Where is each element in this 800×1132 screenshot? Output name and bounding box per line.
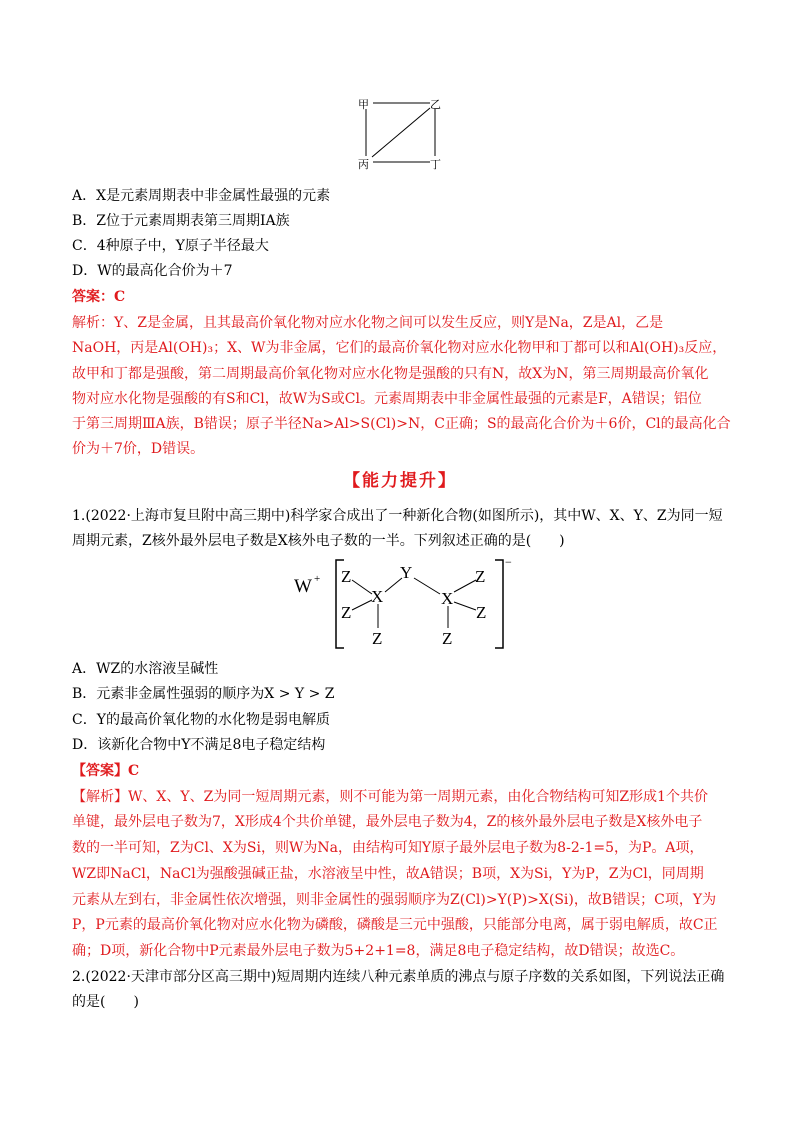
q1-analysis-line: 数的一半可知，Z为Cl、X为Si，则W为Na，由结构可知Y原子最外层电子数为8-2-1=5，为P。A项， (72, 840, 704, 856)
section-title: 【能力提升】 (343, 471, 457, 491)
atom-x-left: X (371, 587, 384, 606)
atom-z-lower-left: Z (341, 603, 352, 622)
q1-stem-line: 周期元素，Z核外最外层电子数是X核外电子数的一半。下列叙述正确的是( ) (72, 533, 565, 549)
q2-stem-line: 2.(2022·天津市部分区高三期中)短周期内连续八种元素单质的沸点与原子序数的关系如图，下列说法正确 (72, 969, 725, 985)
label-yi: 乙 (430, 99, 441, 111)
q1-analysis-line: P，P元素的最高价氧化物对应水化物为磷酸，磷酸是三元中强酸，只能部分电离，属于弱电解质，故C正 (72, 917, 718, 933)
q1-analysis-line: WZ即NaCl，NaCl为强酸强碱正盐，水溶液呈中性，故A错误；B项，X为Si，Y为P，Z为Cl，同周期 (72, 866, 704, 882)
q0-analysis-line: 于第三周期ⅢA族，B错误；原子半径Na>Al>S(Cl)>N，C正确；S的最高化合价为＋6价，Cl的最高化合 (72, 416, 731, 432)
element-relation-diagram (350, 92, 450, 172)
q1-option-d: D．该新化合物中Y不满足8电子稳定结构 (72, 737, 326, 753)
atom-z-upper-left: Z (341, 567, 352, 586)
q1-stem-line: 1.(2022·上海市复旦附中高三期中)科学家合成出了一种新化合物(如图所示)，其中W、X、Y、Z为同一短 (72, 508, 723, 524)
atom-z-bottom-right: Z (442, 629, 453, 648)
q0-analysis-line: 故甲和丁都是强酸，第二周期最高价氧化物对应水化物是强酸的只有N，故X为N，第三周期最高价氧化 (72, 366, 709, 382)
compound-structure-diagram (290, 556, 520, 656)
q1-option-b: B．元素非金属性强弱的顺序为X > Y > Z (72, 686, 335, 702)
atom-x-right: X (441, 589, 454, 608)
q1-answer: 【答案】C (72, 763, 140, 779)
q2-stem-line: 的是( ) (72, 994, 139, 1010)
q0-option-c: C．4种原子中，Y原子半径最大 (72, 238, 269, 254)
q0-option-b: B．Z位于元素周期表第三周期ⅠA族 (72, 213, 290, 229)
q1-analysis-line: 单键，最外层电子数为7，X形成4个共价单键，最外层电子数为4，Z的核外最外层电子数是X核外电子 (72, 814, 703, 830)
label-bing: 丙 (358, 159, 369, 171)
q0-option-d: D．W的最高化合价为＋7 (72, 263, 233, 279)
atom-z-bottom-left: Z (372, 629, 383, 648)
q1-analysis-line: 确；D项，新化合物中P元素最外层电子数为5+2+1=8，满足8电子稳定结构，故D错误；故选C。 (72, 943, 685, 959)
anion-charge: − (505, 556, 512, 569)
q0-analysis-line: 解析：Y、Z是金属，且其最高价氧化物对应水化物之间可以发生反应，则Y是Na，Z是Al，乙是 (72, 315, 664, 331)
q1-analysis-line: 元素从左到右，非金属性依次增强，则非金属性的强弱顺序为Z(Cl)>Y(P)>X(Si)，故B错误；C项，Y为 (72, 892, 717, 908)
q0-analysis-line: 物对应水化物是强酸的有S和Cl，故W为S或Cl。元素周期表中非金属性最强的元素是F，A错误；铝位 (72, 391, 702, 407)
atom-z-lower-right: Z (476, 603, 487, 622)
q1-analysis-line: 【解析】W、X、Y、Z为同一短周期元素，则不可能为第一周期元素，由化合物结构可知Z形成1个共价 (72, 789, 708, 805)
q1-option-a: A．WZ的水溶液呈碱性 (72, 661, 219, 677)
q0-analysis-line: NaOH，丙是Al(OH)₃；X、W为非金属，它们的最高价氧化物对应水化物甲和丁都可以和Al(OH)₃反应， (72, 340, 727, 356)
label-jia: 甲 (358, 99, 369, 111)
atom-z-upper-right: Z (475, 567, 486, 586)
q1-option-c: C．Y的最高价氧化物的水化物是弱电解质 (72, 712, 330, 728)
atom-y-center: Y (400, 563, 413, 582)
q0-answer: 答案：C (72, 289, 126, 305)
q0-analysis-line: 价为＋7价，D错误。 (72, 441, 205, 457)
q0-option-a: A．X是元素周期表中非金属性最强的元素 (72, 188, 331, 204)
label-ding: 丁 (430, 159, 441, 171)
cation-symbol: W (294, 576, 312, 597)
cation-charge: + (314, 573, 321, 585)
